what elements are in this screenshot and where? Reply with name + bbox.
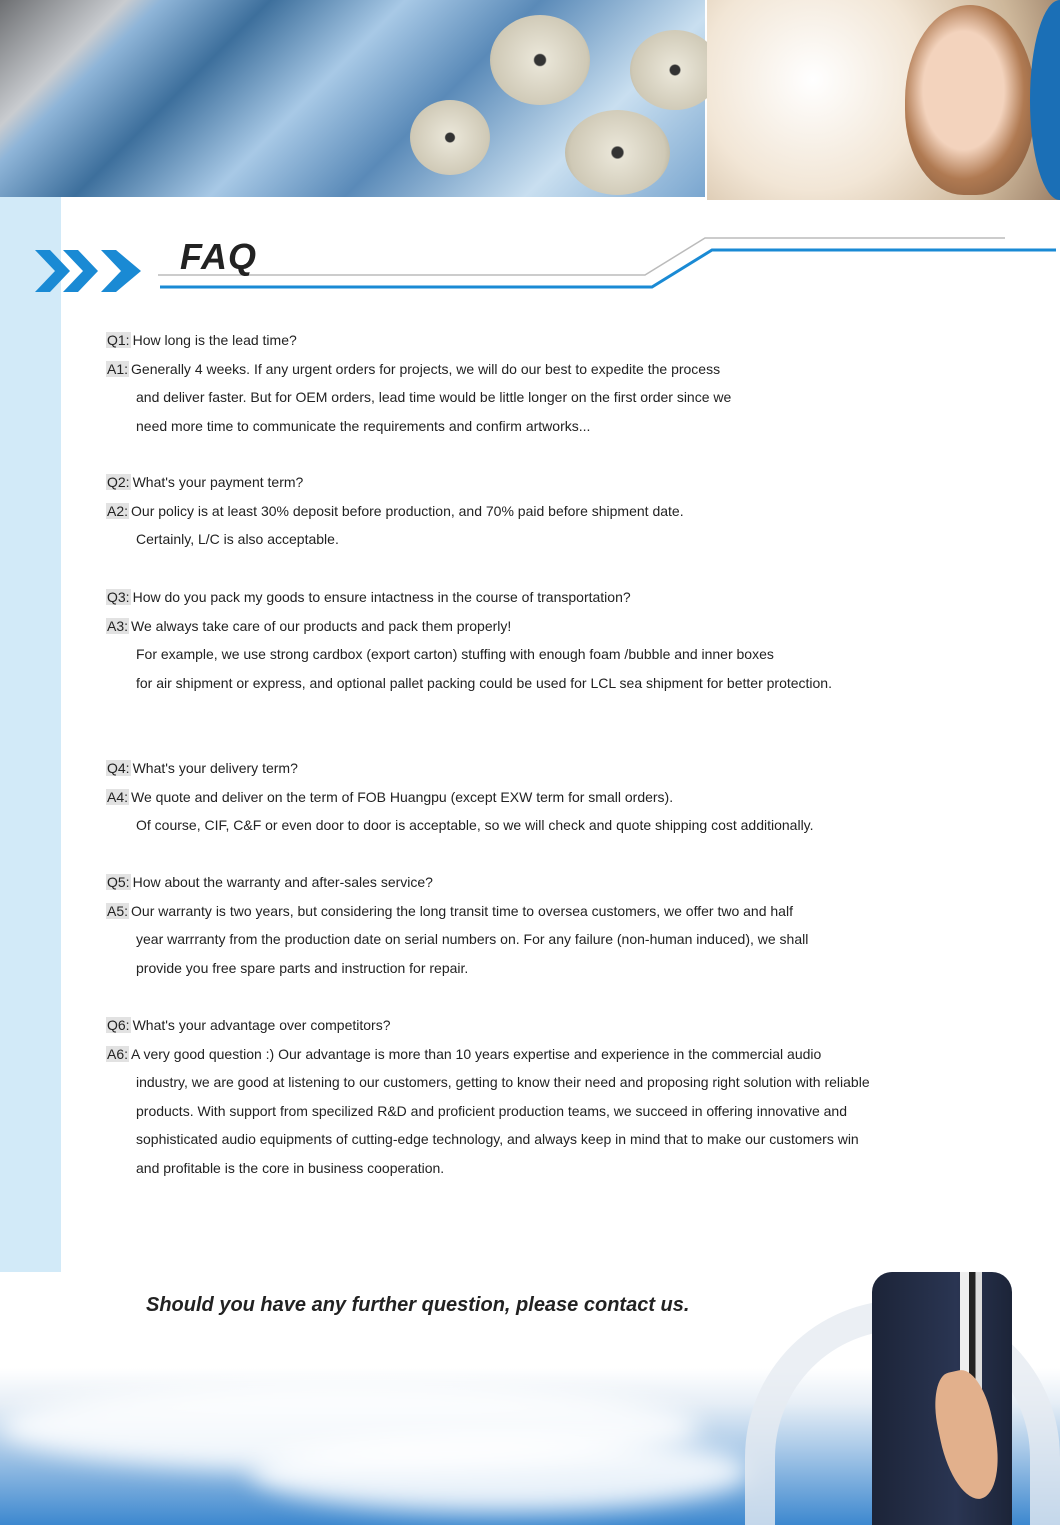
- faq-item: [106, 326, 731, 440]
- answer-text: and profitable is the core in business cooperation.: [136, 1159, 445, 1176]
- answer-label: A6:: [107, 1045, 129, 1062]
- question-label: Q3:: [107, 589, 130, 605]
- answer-text: For example, we use strong cardbox (export carton) stuffing with enough foam /bubble and inner boxes: [136, 646, 774, 662]
- header-rule-blue: [160, 250, 1056, 287]
- answer-text: Of course, CIF, C&F or even door to door is acceptable, so we will check and quote shipping cost additionally.: [136, 817, 814, 833]
- answer-label: A3:: [107, 617, 129, 634]
- header-image-building-speakers: [0, 0, 705, 197]
- question-text: What's your advantage over competitors?: [132, 1017, 391, 1033]
- answer-label: A2:: [107, 502, 129, 519]
- left-stripe: [0, 197, 61, 1272]
- answer-text: Certainly, L/C is also acceptable.: [136, 531, 339, 547]
- question: [106, 754, 814, 783]
- answer: [106, 783, 814, 812]
- question: [106, 868, 808, 897]
- answer: [106, 612, 832, 641]
- answer-text: year warrranty from the production date on serial numbers on. For any failure (non-human induced), we shall: [136, 931, 809, 947]
- faq-item: [106, 868, 808, 982]
- answer: [106, 897, 808, 926]
- chevrons-icon: [35, 250, 141, 292]
- answer-text: for air shipment or express, and optional pallet packing could be used for LCL sea shipment for better protection.: [136, 674, 832, 691]
- question: [106, 468, 684, 497]
- answer-text: Our policy is at least 30% deposit before production, and 70% paid before shipment date.: [131, 502, 684, 519]
- question-label: Q2:: [107, 474, 130, 490]
- header-rule-grey: [158, 238, 1005, 275]
- answer-text: Our warranty is two years, but considering the long transit time to oversea customers, we offer two and half: [131, 902, 793, 919]
- question-text: What's your payment term?: [132, 474, 304, 490]
- question-label: Q5:: [107, 874, 130, 890]
- question-text: How long is the lead time?: [132, 332, 297, 348]
- answer-label: A1:: [107, 360, 129, 377]
- answer-text: and deliver faster. But for OEM orders, lead time would be little longer on the first order since we: [136, 389, 732, 405]
- answer-text: We always take care of our products and pack them properly!: [131, 617, 512, 634]
- question: [106, 583, 832, 612]
- answer-text: We quote and deliver on the term of FOB Huangpu (except EXW term for small orders).: [131, 788, 674, 805]
- answer-text: Generally 4 weeks. If any urgent orders for projects, we will do our best to expedite the process: [131, 360, 721, 377]
- question-label: Q1:: [107, 332, 130, 348]
- question-label: Q4:: [107, 760, 130, 776]
- question: [106, 326, 731, 355]
- woman-portrait: [905, 5, 1035, 195]
- answer-text: provide you free spare parts and instruction for repair.: [136, 959, 469, 976]
- answer: [106, 355, 731, 384]
- answer-text: sophisticated audio equipments of cutting-edge technology, and always keep in mind that to make our customers win: [136, 1131, 859, 1147]
- answer-text: A very good question :) Our advantage is more than 10 years expertise and experience in the commercial audio: [131, 1045, 822, 1062]
- cloud: [250, 1432, 750, 1512]
- question-text: How about the warranty and after-sales service?: [132, 874, 433, 890]
- faq-header-decoration: [0, 230, 1060, 300]
- faq-item: [106, 468, 684, 554]
- faq-item: [106, 754, 814, 840]
- page-title: FAQ: [180, 236, 258, 277]
- answer-label: A4:: [107, 788, 129, 805]
- answer: [106, 1040, 870, 1069]
- answer-text: industry, we are good at listening to our customers, getting to know their need and proposing right solution with reliable: [136, 1074, 870, 1090]
- faq-item: [106, 1011, 870, 1182]
- question-text: How do you pack my goods to ensure intactness in the course of transportation?: [132, 589, 631, 605]
- question-label: Q6:: [107, 1017, 130, 1033]
- answer-text: products. With support from specilized R&D and proficient production teams, we succeed in offering innovative and: [136, 1102, 847, 1119]
- question-text: What's your delivery term?: [132, 760, 298, 776]
- speaker-horn: [565, 110, 670, 195]
- speaker-horn: [410, 100, 490, 175]
- answer: [106, 497, 684, 526]
- question: [106, 1011, 870, 1040]
- speaker-horn: [490, 15, 590, 105]
- answer-text: need more time to communicate the requirements and confirm artworks...: [136, 417, 591, 434]
- faq-item: [106, 583, 832, 697]
- contact-message: Should you have any further question, please contact us.: [146, 1294, 690, 1316]
- answer-label: A5:: [107, 902, 129, 919]
